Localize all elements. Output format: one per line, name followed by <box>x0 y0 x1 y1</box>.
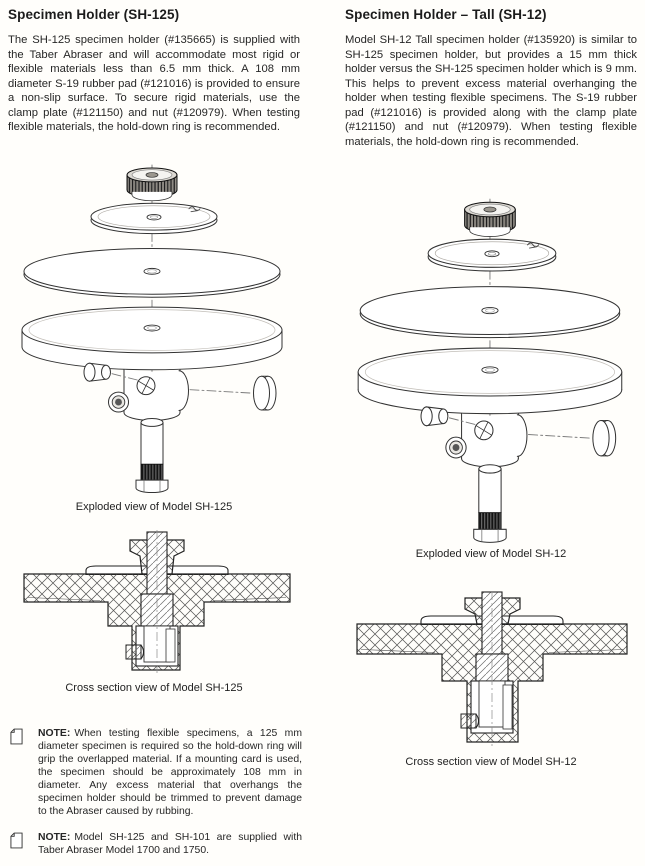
caption-sh125-exploded: Exploded view of Model SH-125 <box>75 501 233 513</box>
caption-sh12-exploded: Exploded view of Model SH-12 <box>415 548 567 560</box>
note-2 <box>8 831 302 857</box>
cross-section-body <box>24 530 290 673</box>
sh125-cross-section-figure <box>20 528 294 674</box>
sh12-exploded-figure <box>346 197 640 546</box>
sh125-exploded-figure <box>10 163 300 496</box>
note-1 <box>8 727 302 818</box>
note-page-icon <box>10 832 23 849</box>
sh12-cross-section-figure <box>353 590 634 747</box>
note-page-icon <box>10 728 23 745</box>
caption-sh125-cross: Cross section view of Model SH-125 <box>65 682 243 694</box>
heading-sh125: Specimen Holder (SH-125) <box>8 7 180 22</box>
note-text: When testing flexible specimens, a 125 mm diameter specimen is required so the hold-down ring will grip the overlapped material. If a mounting card is used, the specimen should be approximately 108 mm in diameter. Any excess material that overhangs the specimen holder should be trimmed to prevent damage to the Abraser caused by rubbing. <box>38 728 302 817</box>
note-label: NOTE: <box>38 832 71 843</box>
paragraph-sh125: The SH-125 specimen holder (#135665) is supplied with the Taber Abraser and will accommodate most rigid or flexible materials less than 6.5 mm thick. A 108 mm diameter S-19 rubber pad (#121016) is provided to ensure a non-slip surface. To secure rigid materials, use the clamp plate (#121150) and nut (#120979). When testing flexible materials, the hold-down ring is recommended. <box>8 34 300 133</box>
paragraph-sh12: Model SH-12 Tall specimen holder (#135920) is similar to SH-125 specimen holder, but provides a 15 mm thick holder versus the SH-125 specimen holder which is 9 mm. This helps to prevent excess material overhanging the holder when testing flexible specimens. The S-19 rubber pad (#121016) is provided along with the clamp plate (#121150) and nut (#120979). When testing flexible materials, the hold-down ring is recommended. <box>345 34 637 148</box>
cross-section-body <box>357 591 627 746</box>
heading-sh12: Specimen Holder – Tall (SH-12) <box>345 7 547 22</box>
caption-sh12-cross: Cross section view of Model SH-12 <box>405 756 577 768</box>
note-label: NOTE: <box>38 728 71 739</box>
note-text: Model SH-125 and SH-101 are supplied with Taber Abraser Model 1700 and 1750. <box>38 832 302 856</box>
